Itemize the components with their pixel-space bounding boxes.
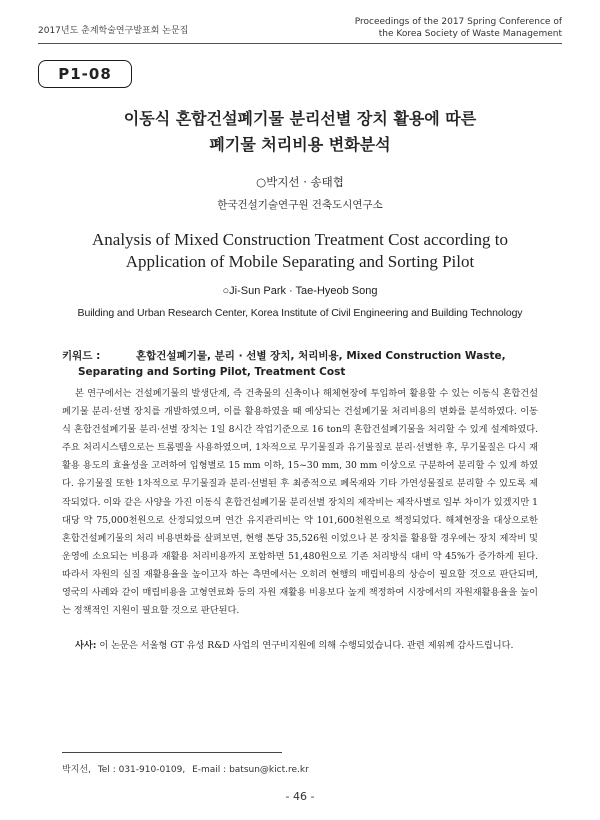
footnote-tel: Tel : 031-910-0109, bbox=[97, 765, 186, 775]
header-conference-korean: 2017년도 춘계학술연구발표회 논문집 bbox=[38, 26, 189, 36]
footnote bbox=[62, 762, 309, 775]
footnote-email: E-mail : batsun@kict.re.kr bbox=[192, 765, 309, 775]
korean-affiliation: 한국건설기술연구원 건축도시연구소 bbox=[217, 199, 383, 211]
paper-id-badge: P1-08 bbox=[38, 60, 132, 88]
header-english-line1: Proceedings of the 2017 Spring Conference of bbox=[354, 17, 562, 27]
english-authors: ○Ji-Sun Park · Tae-Hyeob Song bbox=[222, 285, 378, 297]
header-conference-english bbox=[355, 16, 562, 40]
keywords-label: 키워드 : bbox=[62, 350, 101, 362]
keywords bbox=[62, 348, 552, 380]
abstract-body: 본 연구에서는 건설폐기물의 발생단계, 즉 건축물의 신축이나 해체현장에 투입하여 활용할 수 있는 이동식 혼합건설폐기물 분리·선별 장치를 개발하였으며, 이를 활용하였을 때 예상되는 건설폐기물 처리비용의 변화를 분석하였다. 이동식 혼합건설폐기물 분리·선별 장치는 1일 8시간 작업기준으로 16 ton의 혼합건설폐기물을 처리할 수 있게 설계하였다. 주요 처리시스템으로는 트롬멜을 사용하였으며, 1차적으로 무기물질과 유기물질로 분리·선별한 후, 무기물질은 다시 재활용 용도의 효율성을 고려하여 입형별로 15 mm 이하, 15~30 mm, 30 mm 이상으로 구분하여 분리할 수 있게 하였다. 유기물질 또한 1차적으로 무기물질과 분리·선별된 후 최종적으로 폐목재와 기타 가연성물질로 분리할 수 있도록 제작되었다. 이와 같은 사양을 가진 이동식 혼합건설폐기물 분리선별 장치의 제작비는 제작사별로 일부 차이가 있겠지만 1대당 약 75,000천원으로 산정되었으며 연간 유지관리비는 약 101,600천원으로 책정되었다. 해체현장을 대상으로한 혼합건설폐기물의 처리 비용변화를 살펴보면, 현행 톤당 35,526원 이었으나 본 장치를 활용할 경우에는 장치 제작비 및 운영에 소요되는 비용과 재활용 처리비용까지 포함하면 51,480원으로 기존 처리방식 대비 약 45%가 증가하게 된다. 따라서 자원의 실질 재활용율을 높이고자 하는 측면에서는 오히려 현행의 매립비용의 상승이 필요할 것으로 판단되며, 영국의 사례와 같이 매립비용을 고형연료화 등의 자원 재활용 비용보다 높게 책정하여 시장에서의 자원재활용율을 높이는 정책적인 지원이 필요할 것으로 판단된다. bbox=[62, 388, 538, 617]
header-rule bbox=[38, 43, 562, 44]
footnote-rule bbox=[62, 752, 282, 753]
acknowledgement-text: 이 논문은 서울형 GT 유성 R&D 사업의 연구비지원에 의해 수행되었습니다. 관련 제위께 감사드립니다. bbox=[99, 640, 514, 651]
acknowledgement-label: 사사: bbox=[75, 640, 97, 651]
acknowledgement bbox=[62, 637, 538, 655]
korean-title bbox=[0, 106, 600, 158]
english-title-line2: Application of Mobile Separating and Sorting Pilot bbox=[125, 252, 475, 271]
english-title-line1: Analysis of Mixed Construction Treatment Cost according to bbox=[92, 230, 508, 249]
korean-authors: ○박지선 · 송태협 bbox=[256, 175, 344, 189]
header-english-line2: the Korea Society of Waste Management bbox=[378, 29, 562, 39]
footnote-name: 박지선, bbox=[62, 765, 91, 775]
english-title bbox=[0, 229, 600, 273]
keywords-text: 혼합건설폐기물, 분리 · 선별 장치, 처리비용, Mixed Construction Waste, Separating and Sorting Pilot, Treatment Cost bbox=[78, 350, 506, 378]
korean-title-line1: 이동식 혼합건설폐기물 분리선별 장치 활용에 따른 bbox=[123, 109, 477, 128]
korean-title-line2: 폐기물 처리비용 변화분석 bbox=[209, 135, 391, 154]
page-number: - 46 - bbox=[285, 790, 315, 803]
english-affiliation: Building and Urban Research Center, Korea Institute of Civil Engineering and Building Technology bbox=[77, 307, 523, 319]
